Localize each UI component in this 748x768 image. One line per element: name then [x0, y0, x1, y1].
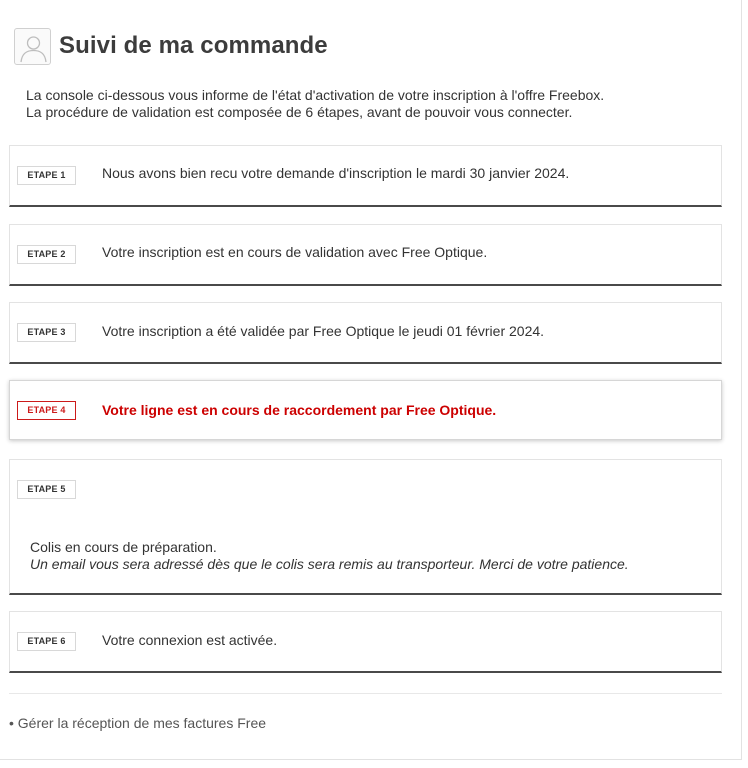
step-5: [9, 459, 722, 595]
step-2-text: Votre inscription est en cours de validation avec Free Optique.: [102, 244, 488, 260]
step-3: [9, 302, 722, 364]
step-3-text: Votre inscription a été validée par Free Optique le jeudi 01 février 2024.: [102, 323, 545, 339]
step-5-badge: ETAPE 5: [17, 480, 76, 499]
divider: [9, 693, 722, 694]
step-1-badge: ETAPE 1: [17, 166, 76, 185]
step-5-note: Un email vous sera adressé dès que le colis sera remis au transporteur. Merci de votre patience.: [30, 556, 629, 572]
step-6-text: Votre connexion est activée.: [102, 632, 278, 648]
page-header: [14, 27, 328, 65]
page-title: Suivi de ma commande: [59, 32, 328, 59]
step-6-badge: ETAPE 6: [17, 632, 76, 651]
step-3-badge: ETAPE 3: [17, 323, 76, 342]
step-4-badge: ETAPE 4: [17, 401, 76, 420]
step-4-text: Votre ligne est en cours de raccordement par Free Optique.: [102, 402, 497, 418]
step-5-status: Colis en cours de préparation.: [30, 539, 217, 555]
intro-text: [26, 87, 604, 121]
step-1-text: Nous avons bien recu votre demande d'inscription le mardi 30 janvier 2024.: [102, 165, 570, 181]
step-1: [9, 145, 722, 207]
intro-line-2: La procédure de validation est composée de 6 étapes, avant de pouvoir vous connecter.: [26, 104, 573, 120]
step-6: [9, 611, 722, 673]
step-4-active: [9, 380, 722, 440]
invoice-settings-link[interactable]: • Gérer la réception de mes factures Free: [9, 715, 267, 731]
intro-line-1: La console ci-dessous vous informe de l'état d'activation de votre inscription à l'offre Freebox.: [26, 87, 605, 103]
user-avatar-icon: [14, 28, 51, 65]
step-2-badge: ETAPE 2: [17, 245, 76, 264]
step-2: [9, 224, 722, 286]
